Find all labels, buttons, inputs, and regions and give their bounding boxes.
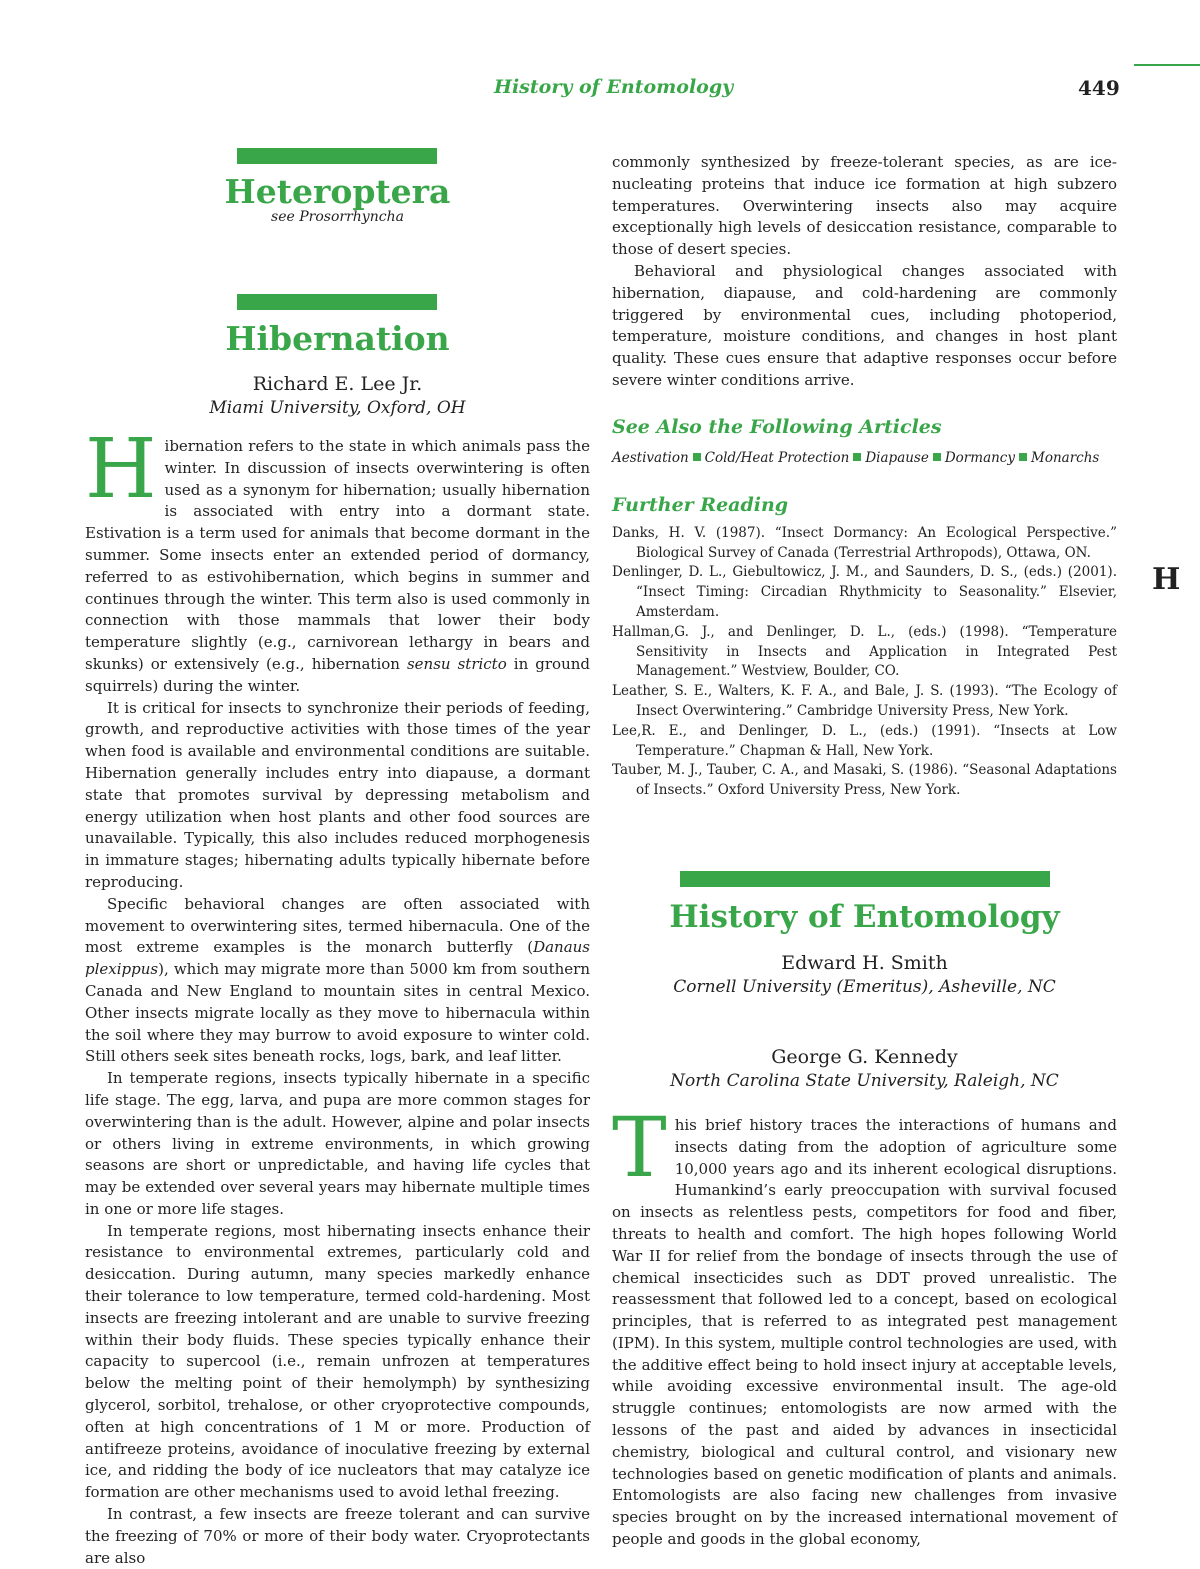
right-column [612, 152, 1117, 1551]
heteroptera-title-bar [237, 148, 437, 164]
separator-square-icon [1019, 453, 1027, 461]
see-also-item[interactable]: Aestivation [612, 449, 689, 466]
hibernation-title-bar [237, 294, 437, 310]
hibernation-p1-text: ibernation refers to the state in which animals pass the winter. In discussion of insects overwintering is often used as a synonym for hibernation; usually hibernation is associated with entry into a dormant state. Estivation is a term used for animals that become dormant in the summer. Some insects enter an extended period of dormancy, referred to as estivohibernation, which begins in summer and continues through the winter. This term also is used commonly in connection with those mammals that lower their body temperature slightly (e.g., carnivorean lethargy in bears and skunks) or extensively (e.g., hibernation [85, 437, 590, 673]
hibernation-p3-end: ), which may migrate more than 5000 km from southern Canada and New England to mountain sites in central Mexico. Other insects migrate locally as they move to hibernacula within the soil where they may burrow to avoid exposure to winter cold. Still others seek sites beneath rocks, logs, bark, and leaf litter. [85, 960, 590, 1066]
see-also-item[interactable]: Dormancy [944, 449, 1015, 466]
hibernation-paragraph-6: In contrast, a few insects are freeze tolerant and can survive the freezing of 70% or more of their body water. Cryoprotectants are also [85, 1505, 590, 1567]
hibernation-author: Richard E. Lee Jr. [252, 373, 423, 395]
reference-item: Danks, H. V. (1987). “Insect Dormancy: An Ecological Perspective.” Biological Survey of Canada (Terrestrial Arthropods), Ottawa, ON. [612, 524, 1117, 561]
hibernation-paragraph-7: commonly synthesized by freeze-tolerant species, as are ice-nucleating proteins that induce ice formation at high subzero temperatures. Overwintering insects also may acquire exceptionally high levels of desiccation resistance, comparable to those of desert species. [612, 153, 1117, 259]
separator-square-icon [693, 453, 701, 461]
history-title-bar [680, 871, 1050, 887]
see-also-item[interactable]: Diapause [865, 449, 929, 466]
separator-square-icon [933, 453, 941, 461]
header-rule [1134, 64, 1200, 66]
history-author-1: Edward H. Smith [781, 951, 948, 974]
left-column [85, 148, 590, 1569]
hibernation-p3-italic: Danaus plexippus [85, 938, 590, 979]
heteroptera-see-reference[interactable]: see Prosorrhyncha [271, 209, 404, 225]
reference-item: Tauber, M. J., Tauber, C. A., and Masaki, S. (1986). “Seasonal Adaptations of Insects.” Oxford University Press, New York. [612, 762, 1117, 799]
hibernation-paragraph-3 [85, 894, 590, 1068]
hibernation-title: Hibernation [225, 319, 450, 358]
hibernation-paragraph-8: Behavioral and physiological changes associated with hibernation, diapause, and cold-hardening are commonly triggered by environmental cues, including photoperiod, temperature, moisture conditions, and changes in host plant quality. These cues ensure that adaptive responses occur before severe winter conditions arrive. [612, 261, 1117, 389]
heteroptera-title: Heteroptera [224, 172, 451, 211]
history-dropcap: T [612, 1100, 667, 1196]
history-paragraph-1 [612, 1100, 1117, 1551]
reference-list [612, 524, 1117, 801]
reference-item: Lee,R. E., and Denlinger, D. L., (eds.) (1991). “Insects at Low Temperature.” Chapman & Hall, New York. [612, 722, 1117, 759]
page-number: 449 [1078, 76, 1120, 100]
hibernation-paragraph-1 [85, 422, 590, 698]
history-affiliation-2: North Carolina State University, Raleigh, NC [670, 1070, 1059, 1091]
hibernation-paragraph-5: In temperate regions, most hibernating insects enhance their resistance to environmental extremes, particularly cold and desiccation. During autumn, many species markedly enhance their tolerance to low temperature, termed cold-hardening. Most insects are freezing intolerant and are unable to survive freezing within their body fluids. These species typically enhance their capacity to supercool (i.e., remain unfrozen at temperatures below the melting point of their hemolymph) by synthesizing glycerol, sorbitol, trehalose, or other cryoprotective compounds, often at high concentrations of 1 M or more. Production of antifreeze proteins, avoidance of inoculative freezing by external ice, and ridding the body of ice nucleators that may catalyze ice formation are other mechanisms used to avoid lethal freezing. [85, 1221, 590, 1502]
running-title: History of Entomology [494, 76, 734, 98]
see-also-heading: See Also the Following Articles [612, 415, 942, 438]
further-reading-heading: Further Reading [612, 493, 789, 516]
hibernation-affiliation: Miami University, Oxford, OH [209, 398, 466, 418]
hibernation-dropcap: H [85, 422, 157, 517]
hibernation-p1-end: in ground squirrels) during the winter. [85, 654, 590, 695]
reference-item: Denlinger, D. L., Giebultowicz, J. M., and Saunders, D. S., (eds.) (2001). “Insect Timing: Circadian Rhythmicity to Seasonality.” Elsevier, Amsterdam. [612, 564, 1117, 620]
hibernation-p1-italic: sensu stricto [406, 654, 507, 673]
history-affiliation-1: Cornell University (Emeritus), Asheville, NC [673, 976, 1056, 997]
hibernation-paragraph-2: It is critical for insects to synchronize their periods of feeding, growth, and reproductive activities with those times of the year when food is available and environmental conditions are suitable. Hibernation generally includes entry into diapause, a dormant state that promotes survival by depressing metabolism and energy utilization when host plants and other food sources are unavailable. Typically, this also includes reduced morphogenesis in immature stages; hibernating adults typically hibernate before reproducing. [85, 698, 590, 891]
reference-item: Leather, S. E., Walters, K. F. A., and Bale, J. S. (1993). “The Ecology of Insect Overwintering.” Cambridge University Press, New York. [612, 683, 1117, 719]
separator-square-icon [853, 453, 861, 461]
history-body [612, 1100, 1117, 1551]
history-p1-text: his brief history traces the interactions of humans and insects dating from the adoption of agriculture some 10,000 years ago and its inherent ecological disruptions. Humankind’s early preoccupation with survival focused on insects as relentless pests, competitors for food and fiber, threats to health and comfort. The high hopes following World War II for relief from the bondage of insects through the use of chemical insecticides such as DDT proved unrealistic. The reassessment that followed led to a concept, based on ecological principles, that is referred to as integrated pest management (IPM). In this system, multiple control technologies are used, with the additive effect being to hold insect injury at acceptable levels, while avoiding excessive environmental insult. The age-old struggle continues; entomologists are now armed with the lessons of the past and aided by advances in insecticidal chemistry, biological and cultural control, and visionary new technologies based on genetic modification of plants and animals. Entomologists are also facing new challenges from invasive species brought on by the increased international movement of people and goods in the global economy, [612, 1115, 1117, 1549]
hibernation-p3-start: Specific behavioral changes are often associated with movement to overwintering sites, termed hibernacula. One of the most extreme examples is the monarch butterfly ( [85, 894, 590, 957]
history-author-2: George G. Kennedy [771, 1045, 958, 1068]
reference-item: Hallman,G. J., and Denlinger, D. L., (eds.) (1998). “Temperature Sensitivity in Insects and Application in Integrated Pest Management.” Westview, Boulder, CO. [612, 623, 1117, 680]
hibernation-body [85, 422, 590, 1569]
thumb-tab-letter: H [1152, 562, 1181, 597]
see-also-list [612, 448, 1117, 468]
history-title: History of Entomology [669, 898, 1060, 935]
see-also-item[interactable]: Cold/Heat Protection [704, 449, 850, 466]
hibernation-paragraph-4: In temperate regions, insects typically hibernate in a specific life stage. The egg, larva, and pupa are more common stages for overwintering than is the adult. However, alpine and polar insects or others living in extreme environments, in which growing seasons are short or unpredictable, and having life cycles that may be extended over several years may hibernate multiple times in one or more life stages. [85, 1069, 590, 1218]
see-also-item[interactable]: Monarchs [1031, 449, 1100, 466]
